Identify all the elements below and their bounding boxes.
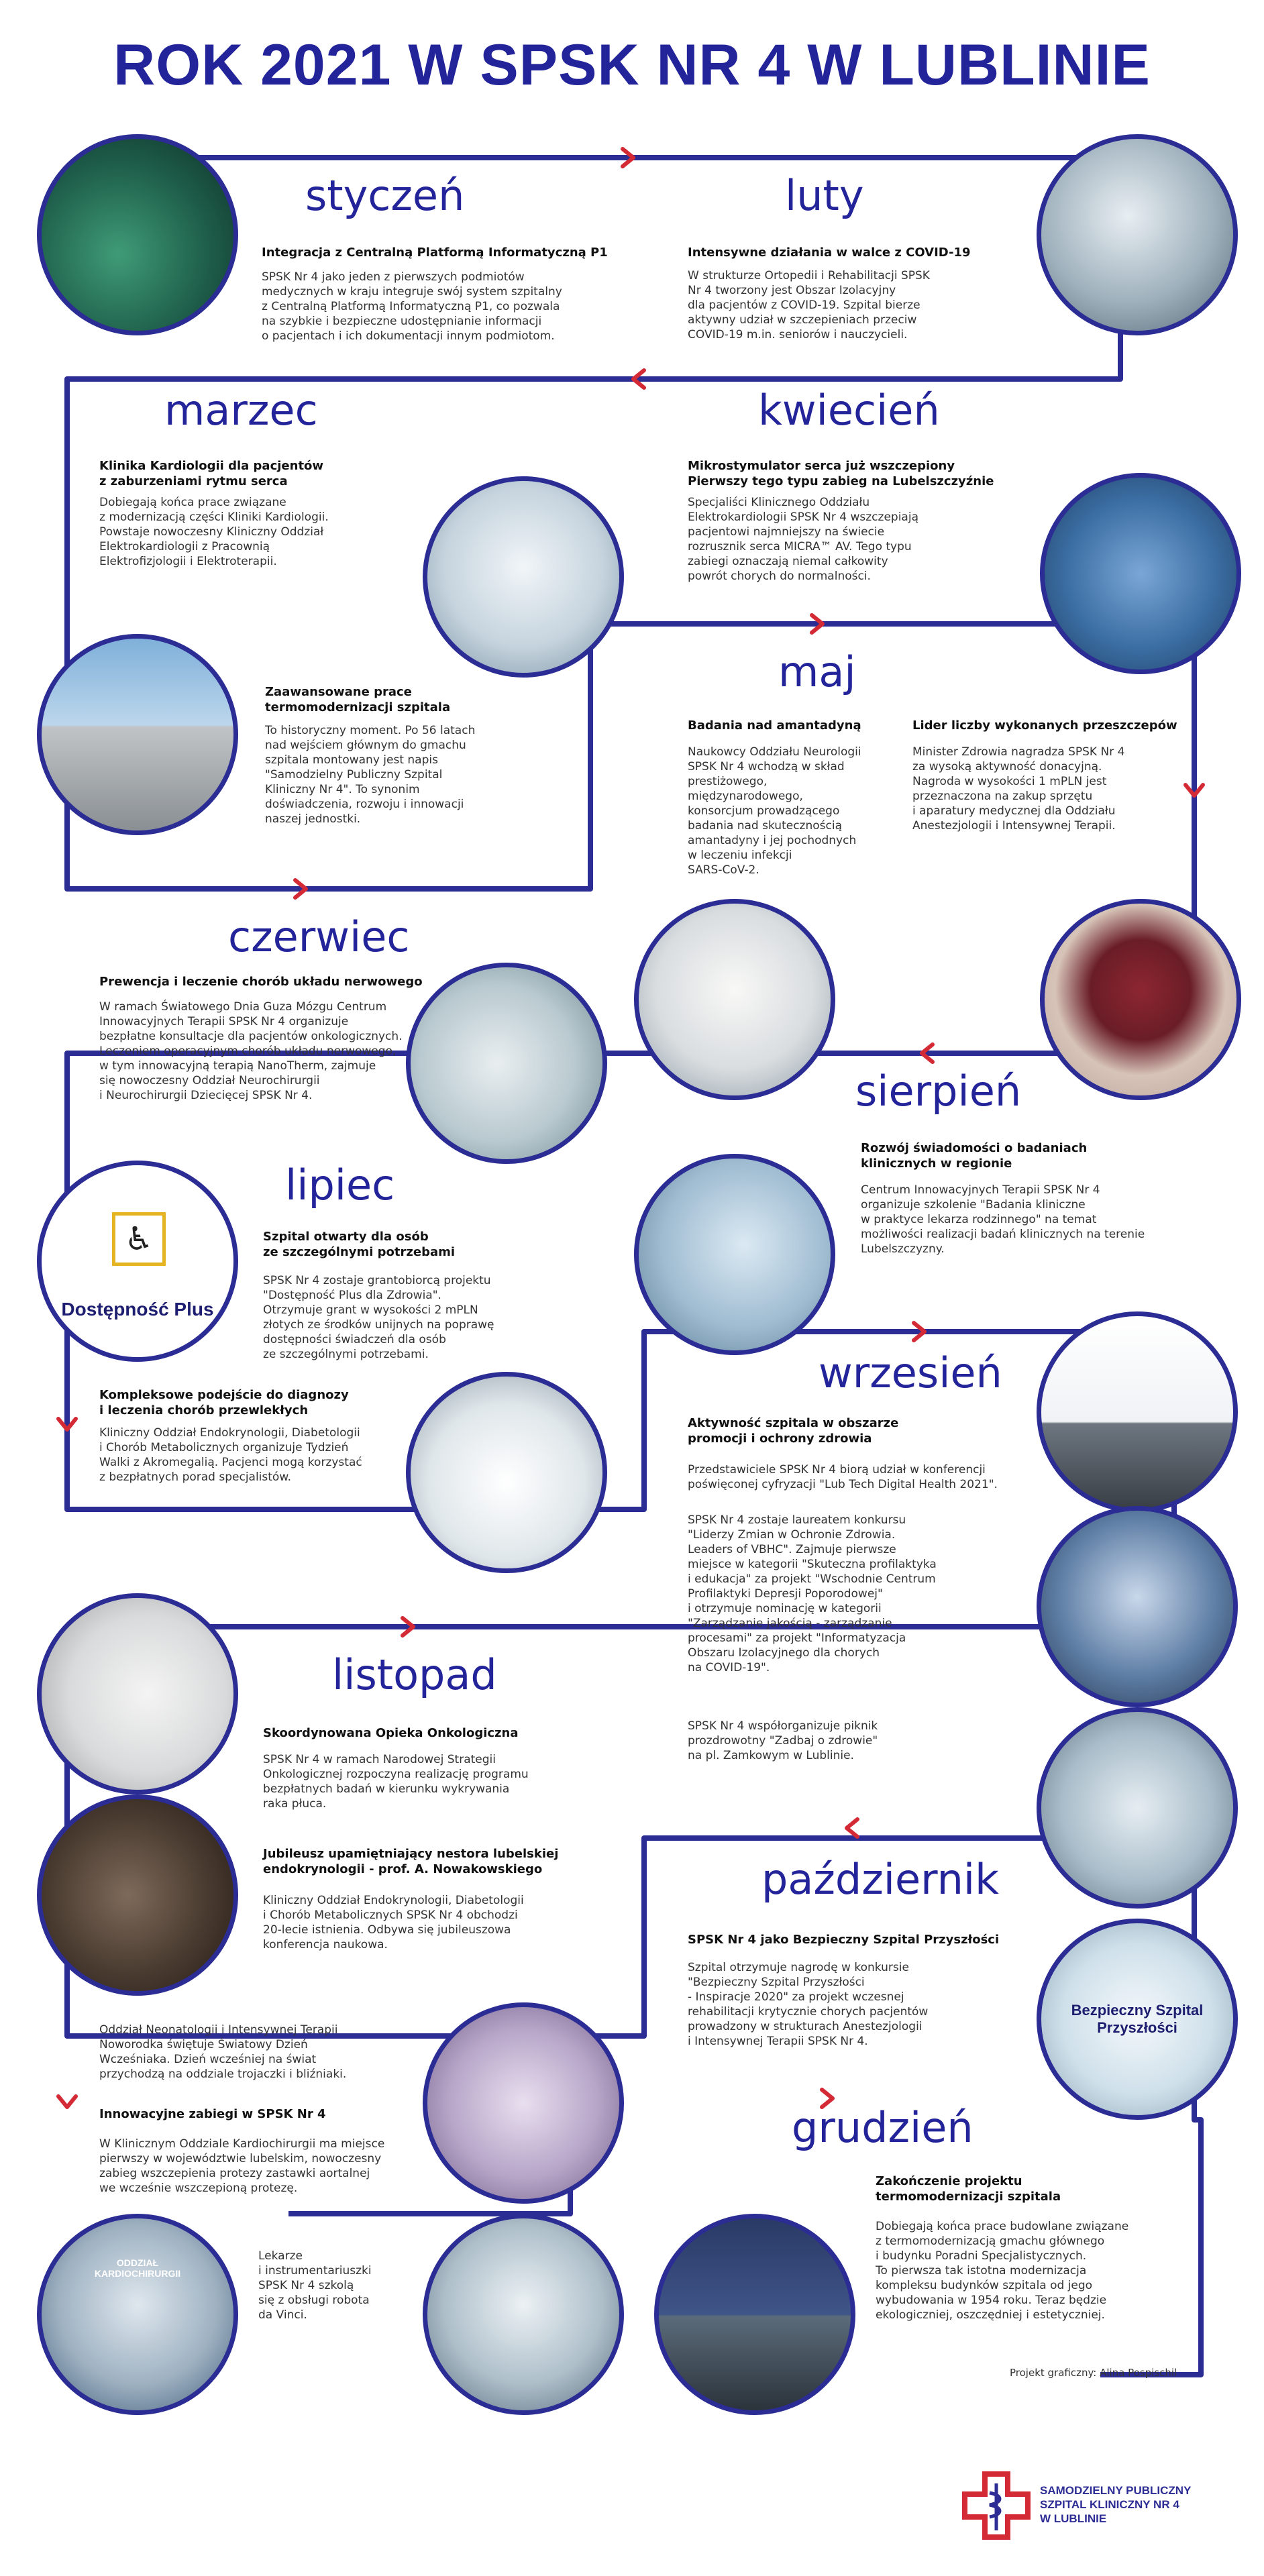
aug-text: Centrum Innowacyjnych Terapii SPSK Nr 4 organizuje szkolenie "Badania kliniczne w praktyce lekarza rodzinnego" na temat możliwości realizacji badań klinicznych na terenie Lubelszczyzny. [861,1183,1145,1256]
logo-line-2: SZPITAL KLINICZNY NR 4 [1040,2498,1179,2511]
jul-access-heading: Szpital otwarty dla osób ze szczególnymi potrzebami [263,1230,456,1259]
photo-endocrinology-team [406,1372,607,1573]
jun-heading: Prewencja i leczenie chorób układu nerwowego [99,975,423,989]
jan-text: SPSK Nr 4 jako jeden z pierwszych podmiotów medycznych w kraju integruje swój system szpitalny z Centralną Platformą Informatyczną P1, co pozwala na szybkie i bezpieczne udostępnianie informacji o pacjentach i ich dokumentacji innym podmiotom. [262,270,562,343]
may-transplant-text: Minister Zdrowia nagradza SPSK Nr 4 za wysoką aktywność donacyjną. Nagroda w wysokości 1 mPLN jest przeznaczona na zakup sprzętu i aparatury medycznej dla Oddziału Anestezjologii i Intensywnej Terapii. [912,745,1125,833]
mar-thermo-text: To historyczny moment. Po 56 latach nad wejściem głównym do gmachu szpitala montowany jest napis "Samodzielny Publiczny Szpital Kliniczny Nr 4". To synonim doświadczenia, rozwoju i innowacji naszej jednostki. [265,724,476,826]
photo-medicine-bottles [634,899,835,1100]
photo-neonatology [423,2002,624,2204]
logo-line-3: W LUBLINIE [1040,2512,1107,2525]
month-january: styczeń [305,171,465,220]
apr-text: Specjaliści Klinicznego Oddziału Elektrokardiologii SPSK Nr 4 wszczepiają pacjentowi najmniejszy na świecie rozrusznik serca MICRA™ AV. Tego typu zabiegi oznaczają niemal całkowity powrót chorych do normalności. [688,496,918,583]
oct-heading: SPSK Nr 4 jako Bezpieczny Szpital Przyszłości [688,1933,1000,1947]
accessibility-icon: ♿ [112,1212,166,1266]
page-title: ROK 2021 W SPSK NR 4 W LUBLINIE [113,33,1151,97]
photo-kidney-hands [1040,899,1241,1100]
photo-surgeons [1040,473,1241,674]
mar-thermo-heading: Zaawansowane prace termomodernizacji szpitala [265,685,451,714]
nov-oncology-heading: Skoordynowana Opieka Onkologiczna [263,1726,519,1740]
jul-chronic-text: Kliniczny Oddział Endokrynologii, Diabetologii i Chorób Metabolicznych organizuje Tydzień Walki z Akromegalią. Pacjenci mogą korzystać z bezpłatnych porad specjalistów. [99,1426,362,1484]
jun-text: W ramach Światowego Dnia Guza Mózgu Centrum Innowacyjnych Terapii SPSK Nr 4 organizuje bezpłatne konsultacje dla pacjentów onkologicznych. Leczeniem operacyjnym chorób układu nerwowego, w tym innowacyjną terapią NanoTherm, zajmuje się nowoczesny Oddział Neurochirurgii i Neurochirurgii Dziecięcej SPSK Nr 4. [99,1000,403,1102]
month-june: czerwiec [228,912,410,961]
photo-award-ceremony [1037,1506,1238,1707]
feb-heading: Intensywne działania w walce z COVID-19 [688,246,971,260]
photo-bezpieczny-szpital [1037,1919,1238,2120]
photo-picnic [1037,1707,1238,1909]
sep-picnic-text: SPSK Nr 4 współorganizuje piknik prozdrowotny "Zadbaj o zdrowie" na pl. Zamkowym w Lublinie. [688,1719,878,1762]
month-december: grudzień [792,2103,973,2152]
month-april: kwiecień [758,386,940,435]
aug-heading: Rozwój świadomości o badaniach klinicznych w regionie [861,1141,1088,1171]
month-march: marzec [164,386,318,435]
bezpieczny-szpital-label: Bezpieczny Szpital Przyszłości [1071,2002,1204,2036]
logo-line-1: SAMODZIELNY PUBLICZNY [1040,2484,1192,2497]
photo-neurosurgery [406,963,607,1164]
month-september: wrzesień [819,1348,1002,1397]
sep-award-text: SPSK Nr 4 zostaje laureatem konkursu "Liderzy Zmian w Ochronie Zdrowia. Leaders of VBHC". Zajmuje pierwsze miejsce w kategorii "Skuteczna profilaktyka i edukacja" za projekt "Wschodnie Centrum Profilaktyki Depresji Poporodowej" i otrzymuje nominację w kategorii "Zarządzanie jakością - zarządzanie procesami" za projekt "Informatyzacja Obszaru Izolacyjnego dla chorych na COVID-19". [688,1513,937,1674]
photo-hand-circuit [37,134,238,335]
month-may: maj [778,647,856,696]
apr-heading: Mikrostymulator serca już wszczepiony Pierwszy tego typu zabieg na Lubelszczyźnie [688,459,994,488]
photo-conference [1037,1311,1238,1513]
photo-dostepnosc-plus [37,1161,238,1362]
oct-text: Szpital otrzymuje nagrodę w konkursie "Bezpieczny Szpital Przyszłości - Inspiracje 2020" za projekt wczesnej rehabilitacji krytycznie chorych pacjentów prowadzony w strukturach Anestezjologii i Intensywnej Terapii SPSK Nr 4. [688,1961,929,2048]
dec-heading: Zakończenie projektu termomodernizacji szpitala [876,2174,1061,2204]
month-february: luty [785,171,864,220]
month-july: lipiec [285,1161,395,1210]
jul-access-text: SPSK Nr 4 zostaje grantobiorcą projektu "Dostępność Plus dla Zdrowia". Otrzymuje grant w wysokości 2 mPLN złotych ze środków unijnych na poprawę dostępności świadczeń dla osób ze szczególnymi potrzebami. [263,1274,494,1361]
cross-icon [959,2469,1033,2542]
may-transplant-heading: Lider liczby wykonanych przeszczepów [912,718,1177,733]
nov-oncology-text: SPSK Nr 4 w ramach Narodowej Strategii Onkologicznej rozpoczyna realizację programu bezpłatnych badań w kierunku wykrywania raka płuca. [263,1753,529,1811]
nov-innovation-heading: Innowacyjne zabiegi w SPSK Nr 4 [99,2107,326,2121]
nov-jubilee-heading: Jubileusz upamiętniający nestora lubelskiej endokrynologii - prof. A. Nowakowskiego [263,1847,559,1876]
design-credit: Projekt graficzny: Alina Pospischil [1010,2367,1177,2379]
photo-hospital-night [654,2214,855,2415]
dostepnosc-plus-logo: Dostępność Plus [61,1298,214,1320]
photo-jubilee [37,1794,238,1996]
feb-text: W strukturze Ortopedii i Rehabilitacji SPSK Nr 4 tworzony jest Obszar Izolacyjny dla pacjentów z COVID-19. Szpital bierze aktywny udział w szczepieniach przeciw COVID-19 m.in. seniorów i nauczycieli. [688,269,930,341]
logo-text [1040,2483,1191,2526]
nov-davinci-text: Lekarze i instrumentariuszki SPSK Nr 4 szkolą się z obsługi robota da Vinci. [258,2249,372,2322]
dec-text: Dobiegają końca prace budowlane związane z termomodernizacją gmachu głównego i budynku Poradni Specjalistycznych. To pierwsza tak istotna modernizacja kompleksu budynków szpitala od jego wybudowania w 1954 roku. Teraz będzie ekologiczniej, oszczędniej i estetyczniej. [876,2220,1129,2322]
jul-chronic-heading: Kompleksowe podejście do diagnozy i leczenia chorób przewlekłych [99,1388,349,1417]
mar-cardiology-heading: Klinika Kardiologii dla pacjentów z zaburzeniami rytmu serca [99,459,324,488]
jan-heading: Integracja z Centralną Platformą Informatyczną P1 [262,246,608,260]
nov-neonatology-text: Oddział Neonatologii i Intensywnej Terapii Noworodka świętuje Światowy Dzień Wcześniaka. Dzień wcześniej na świat przychodzą na oddziale trojaczki i bliźniaki. [99,2023,347,2081]
month-november: listopad [332,1650,497,1699]
photo-building-sign [37,634,238,835]
month-august: sierpień [855,1067,1022,1116]
nov-jubilee-text: Kliniczny Oddział Endokrynologii, Diabetologii i Chorób Metabolicznych SPSK Nr 4 obchodzi 20-lecie istnienia. Odbywa się jubileuszowa konferencja naukowa. [263,1894,524,1951]
photo-lab-research [634,1154,835,1355]
sep-heading: Aktywność szpitala w obszarze promocji i ochrony zdrowia [688,1416,899,1446]
sep-conference-text: Przedstawiciele SPSK Nr 4 biorą udział w konferencji poświęconej cyfryzacji "Lub Tech Digital Health 2021". [688,1463,998,1491]
kardiochirurgia-sign: ODDZIAŁ KARDIOCHIRURGII [94,2257,181,2279]
nov-innovation-text: W Klinicznym Oddziale Kardiochirurgii ma miejsce pierwszy w województwie lubelskim, nowoczesny zabieg wszczepienia protezy zastawki aortalnej we wcześnie wszczepioną protezę. [99,2137,385,2195]
month-october: październik [761,1855,999,1904]
photo-covid-staff [1037,134,1238,335]
photo-lung-exam [37,1593,238,1794]
mar-cardiology-text: Dobiegają końca prace związane z modernizacją części Kliniki Kardiologii. Powstaje nowoczesny Kliniczny Oddział Elektrokardiologii z Pracownią Elektrofizjologii i Elektroterapii. [99,496,329,568]
photo-cardiac-surgeons [37,2214,238,2415]
photo-da-vinci-robot [423,2214,624,2415]
hospital-logo [959,2469,1241,2542]
may-amantadine-text: Naukowcy Oddziału Neurologii SPSK Nr 4 wchodzą w skład prestiżowego, międzynarodowego, konsorcjum prowadzącego badania nad skutecznością amantadyny i jej pochodnych w leczeniu infekcji SARS-CoV-2. [688,745,861,877]
photo-cardiology-room [423,476,624,678]
direction-arrows [58,149,1203,2107]
may-amantadine-heading: Badania nad amantadyną [688,718,861,733]
